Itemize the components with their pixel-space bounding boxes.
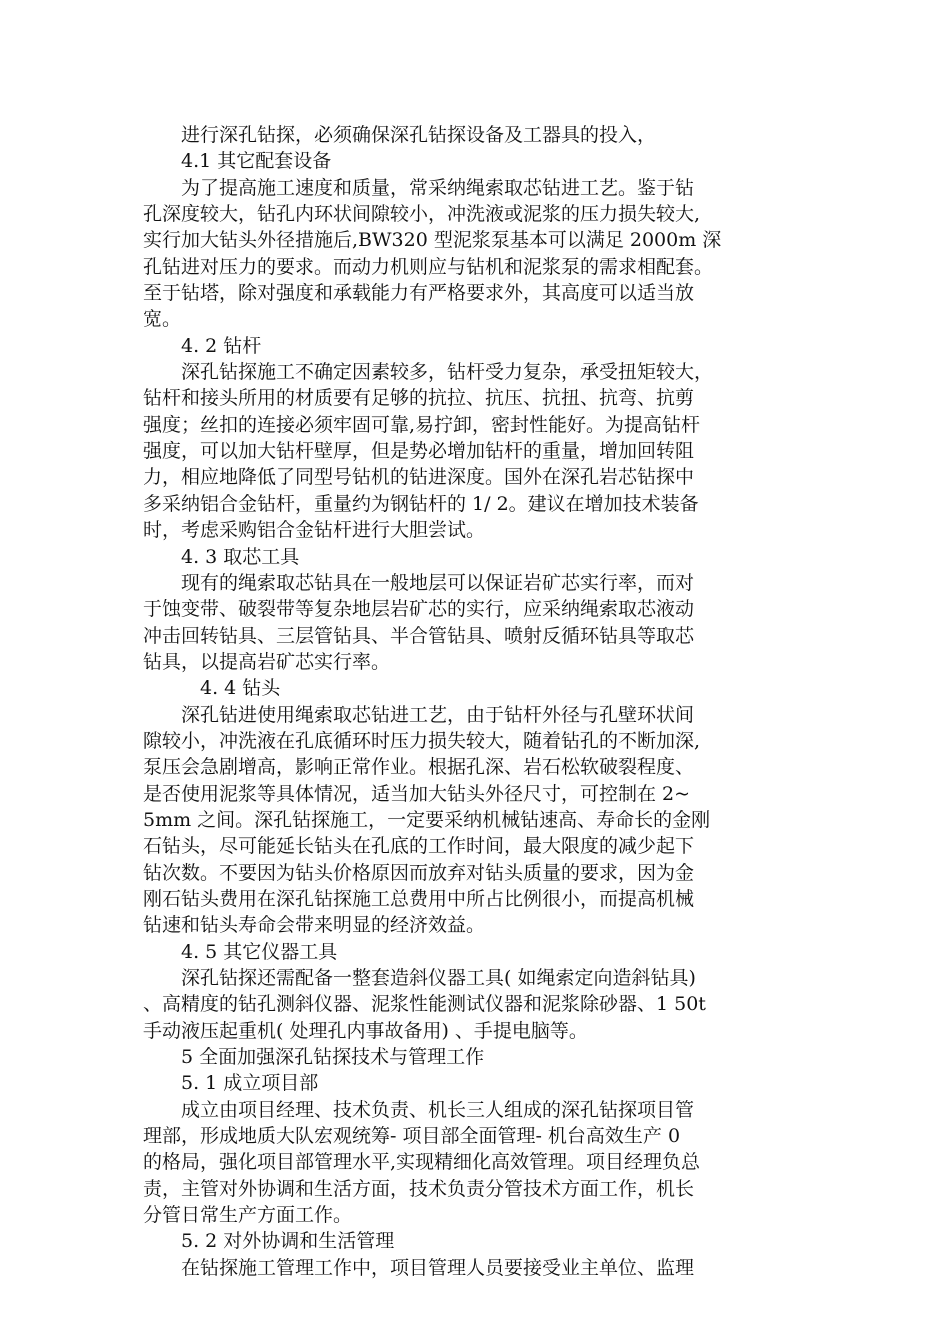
text-line: 理部，形成地质大队宏观统筹- 项目部全面管理- 机台高效生产 0 [143, 1125, 681, 1148]
text-line: 至于钻塔，除对强度和承载能力有严格要求外，其高度可以适当放 [143, 282, 695, 305]
text-line: 强度，可以加大钻杆壁厚，但是势必增加钻杆的重量，增加回转阻 [143, 440, 695, 463]
text-line: 5. 1 成立项目部 [143, 1072, 319, 1095]
text-line: 时，考虑采购铝合金钻杆进行大胆尝试。 [143, 519, 486, 542]
text-line: 手动液压起重机( 处理孔内事故备用) 、手提电脑等。 [143, 1019, 588, 1042]
text-line: 孔深度较大，钻孔内环状间隙较小，冲洗液或泥浆的压力损失较大, [143, 203, 701, 226]
text-line: 4.1 其它配套设备 [143, 150, 332, 173]
text-line: 深孔钻进使用绳索取芯钻进工艺，由于钻杆外径与孔壁环状间 [143, 703, 695, 726]
text-line: 是否使用泥浆等具体情况，适当加大钻头外径尺寸，可控制在 2~ [143, 782, 691, 805]
text-line: 5 全面加强深孔钻探技术与管理工作 [143, 1046, 485, 1069]
text-line: 力，相应地降低了同型号钻机的钻进深度。国外在深孔岩芯钻探中 [143, 466, 695, 489]
text-line: 、高精度的钻孔测斜仪器、泥浆性能测试仪器和泥浆除砂器、1 50t [143, 993, 706, 1016]
text-line: 在钻探施工管理工作中，项目管理人员要接受业主单位、监理 [143, 1256, 695, 1279]
text-line: 4. 2 钻杆 [143, 334, 262, 357]
text-line: 于蚀变带、破裂带等复杂地层岩矿芯的实行，应采纳绳索取芯液动 [143, 598, 695, 621]
text-line: 5. 2 对外协调和生活管理 [143, 1230, 395, 1253]
text-line: 成立由项目经理、技术负责、机长三人组成的深孔钻探项目管 [143, 1098, 695, 1121]
text-line: 为了提高施工速度和质量，常采纳绳索取芯钻进工艺。鉴于钻 [143, 176, 695, 199]
text-line: 钻杆和接头所用的材质要有足够的抗拉、抗压、抗扭、抗弯、抗剪 [143, 387, 695, 410]
text-line: 实行加大钻头外径措施后,BW320 型泥浆泵基本可以满足 2000m 深 [143, 229, 722, 252]
text-line: 钻速和钻头寿命会带来明显的经济效益。 [143, 914, 486, 937]
text-line: 宽。 [143, 308, 182, 331]
text-line: 5mm 之间。深孔钻探施工，一定要采纳机械钻速高、寿命长的金刚 [143, 808, 711, 831]
text-line: 现有的绳索取芯钻具在一般地层可以保证岩矿芯实行率，而对 [143, 571, 695, 594]
text-line: 冲击回转钻具、三层管钻具、半合管钻具、喷射反循环钻具等取芯 [143, 624, 695, 647]
text-line: 隙较小，冲洗液在孔底循环时压力损失较大，随着钻孔的不断加深, [143, 729, 701, 752]
text-line: 钻次数。不要因为钻头价格原因而放弃对钻头质量的要求，因为金 [143, 861, 695, 884]
text-line: 泵压会急剧增高，影响正常作业。根据孔深、岩石松软破裂程度、 [143, 756, 695, 779]
text-line: 4. 3 取芯工具 [143, 545, 300, 568]
text-line: 责，主管对外协调和生活方面，技术负责分管技术方面工作，机长 [143, 1177, 695, 1200]
text-line: 钻具，以提高岩矿芯实行率。 [143, 650, 391, 673]
text-line: 4. 4 钻头 [143, 677, 281, 700]
text-line: 多采纳铝合金钻杆，重量约为钢钻杆的 1/ 2。建议在增加技术装备 [143, 492, 699, 515]
text-line: 刚石钻头费用在深孔钻探施工总费用中所占比例很小，而提高机械 [143, 887, 695, 910]
text-line: 的格局，强化项目部管理水平,实现精细化高效管理。项目经理负总 [143, 1151, 701, 1174]
text-line: 石钻头，尽可能延长钻头在孔底的工作时间，最大限度的减少起下 [143, 835, 695, 858]
text-line: 孔钻进对压力的要求。而动力机则应与钻机和泥浆泵的需求相配套。 [143, 255, 714, 278]
text-line: 进行深孔钻探，必须确保深孔钻探设备及工器具的投入， [143, 124, 657, 146]
text-line: 4. 5 其它仪器工具 [143, 940, 338, 963]
text-line: 强度；丝扣的连接必须牢固可靠,易拧卸，密封性能好。为提高钻杆 [143, 413, 701, 436]
text-line: 分管日常生产方面工作。 [143, 1204, 353, 1227]
text-line: 深孔钻探还需配备一整套造斜仪器工具( 如绳索定向造斜钻具) [143, 967, 696, 989]
document-body [143, 122, 811, 1281]
text-line: 深孔钻探施工不确定因素较多，钻杆受力复杂，承受扭矩较大， [143, 361, 714, 384]
